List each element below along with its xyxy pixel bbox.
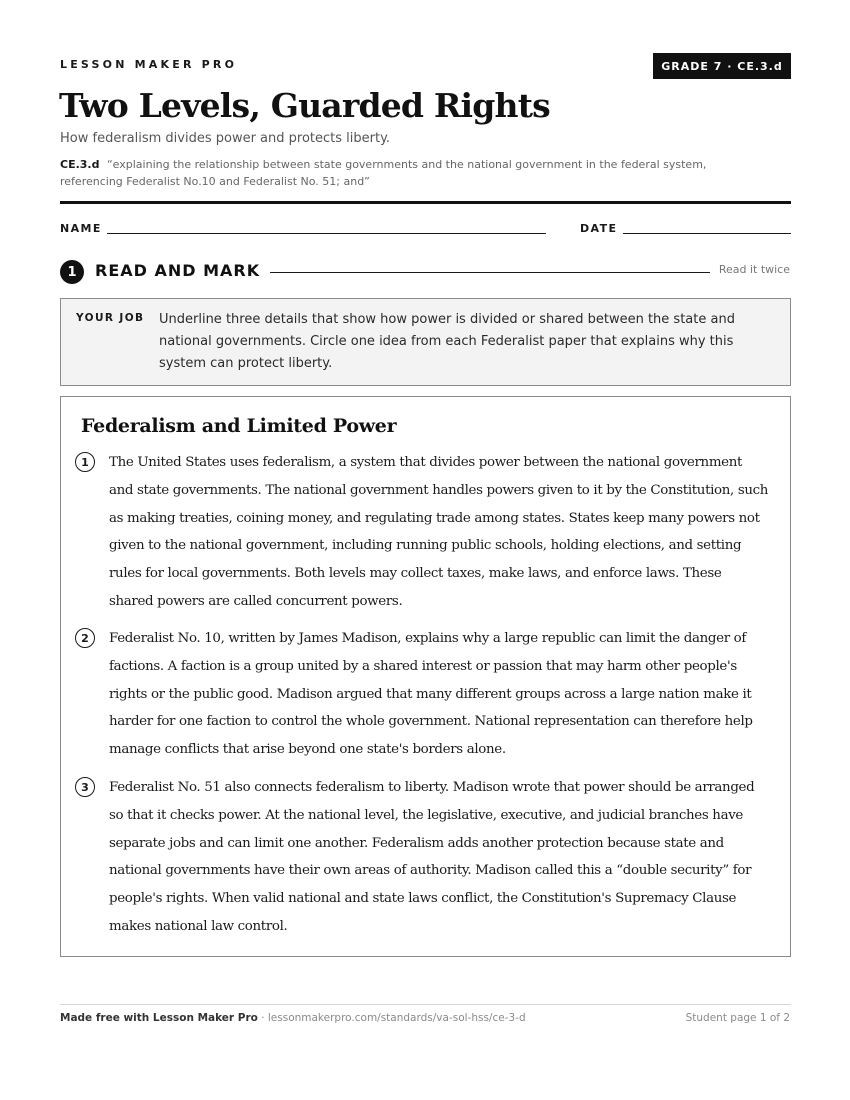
footer-credit [60,1012,526,1024]
instructions-text: Underline three details that show how power is divided or shared between the state and national governments. Circle one idea from each Federalist paper that explains why this system can protect liberty. [159,312,735,371]
paragraph-text: The United States uses federalism, a system that divides power between the national government and state governments. The national government handles powers given to it by the Constitution, such as making treaties, coining money, and regulating trade among states. States keep many powers not given to the national government, including running public schools, holding elections, and setting rules for local governments. Both levels may collect taxes, make laws, and enforce laws. These shared powers are called concurrent powers. [109,455,769,609]
header-divider [60,201,791,204]
footer-divider [60,1004,791,1005]
instructions-label: YOUR JOB [76,312,145,324]
paragraph-number-badge: 3 [75,777,95,797]
section-note: Read it twice [718,263,790,276]
date-label: DATE [580,222,618,235]
paragraph-text: Federalist No. 51 also connects federalism to liberty. Madison wrote that power should be arranged so that it checks power. At the national level, the legislative, executive, and judicial branches have separate jobs and can limit one another. Federalism adds another protection because state and national governments have their own areas of authority. Madison called this a “double security” for people's rights. When valid national and state laws conflict, the Constitution's Supremacy Clause makes national law control. [109,780,755,934]
section-number-badge: 1 [60,260,84,284]
page-subtitle: How federalism divides power and protects liberty. [60,131,391,146]
grade-badge: GRADE 7 · CE.3.d [653,53,791,79]
paragraph-number-badge: 2 [75,628,95,648]
date-field[interactable] [623,233,791,234]
page-title: Two Levels, Guarded Rights [59,86,550,125]
paragraph-number-badge: 1 [75,452,95,472]
section-title: READ AND MARK [95,261,261,280]
name-label: NAME [60,222,102,235]
standard-reference [60,156,760,190]
reading-passage [60,396,791,957]
reading-title: Federalism and Limited Power [81,415,397,437]
brand-name: LESSON MAKER PRO [60,58,238,71]
page-indicator: Student page 1 of 2 [685,1012,790,1024]
paragraph-text: Federalist No. 10, written by James Madison, explains why a large republic can limit the danger of factions. A faction is a group united by a shared interest or passion that may harm other people's rights or the public good. Madison argued that many different groups across a large nation make it harder for one faction to control the whole government. National representation can therefore help manage conflicts that arise beyond one state's borders alone. [109,631,753,758]
footer-url: · lessonmakerpro.com/standards/va-sol-hss/ce-3-d [257,1012,526,1024]
footer-made-with: Made free with Lesson Maker Pro [60,1012,258,1024]
standard-text: “explaining the relationship between state governments and the national government in the federal system, referencing Federalist No.10 and Federalist No. 51; and” [60,158,707,188]
section-divider [270,272,710,273]
instructions-box [60,298,791,386]
name-field[interactable] [107,233,546,234]
standard-code: CE.3.d [60,158,100,171]
